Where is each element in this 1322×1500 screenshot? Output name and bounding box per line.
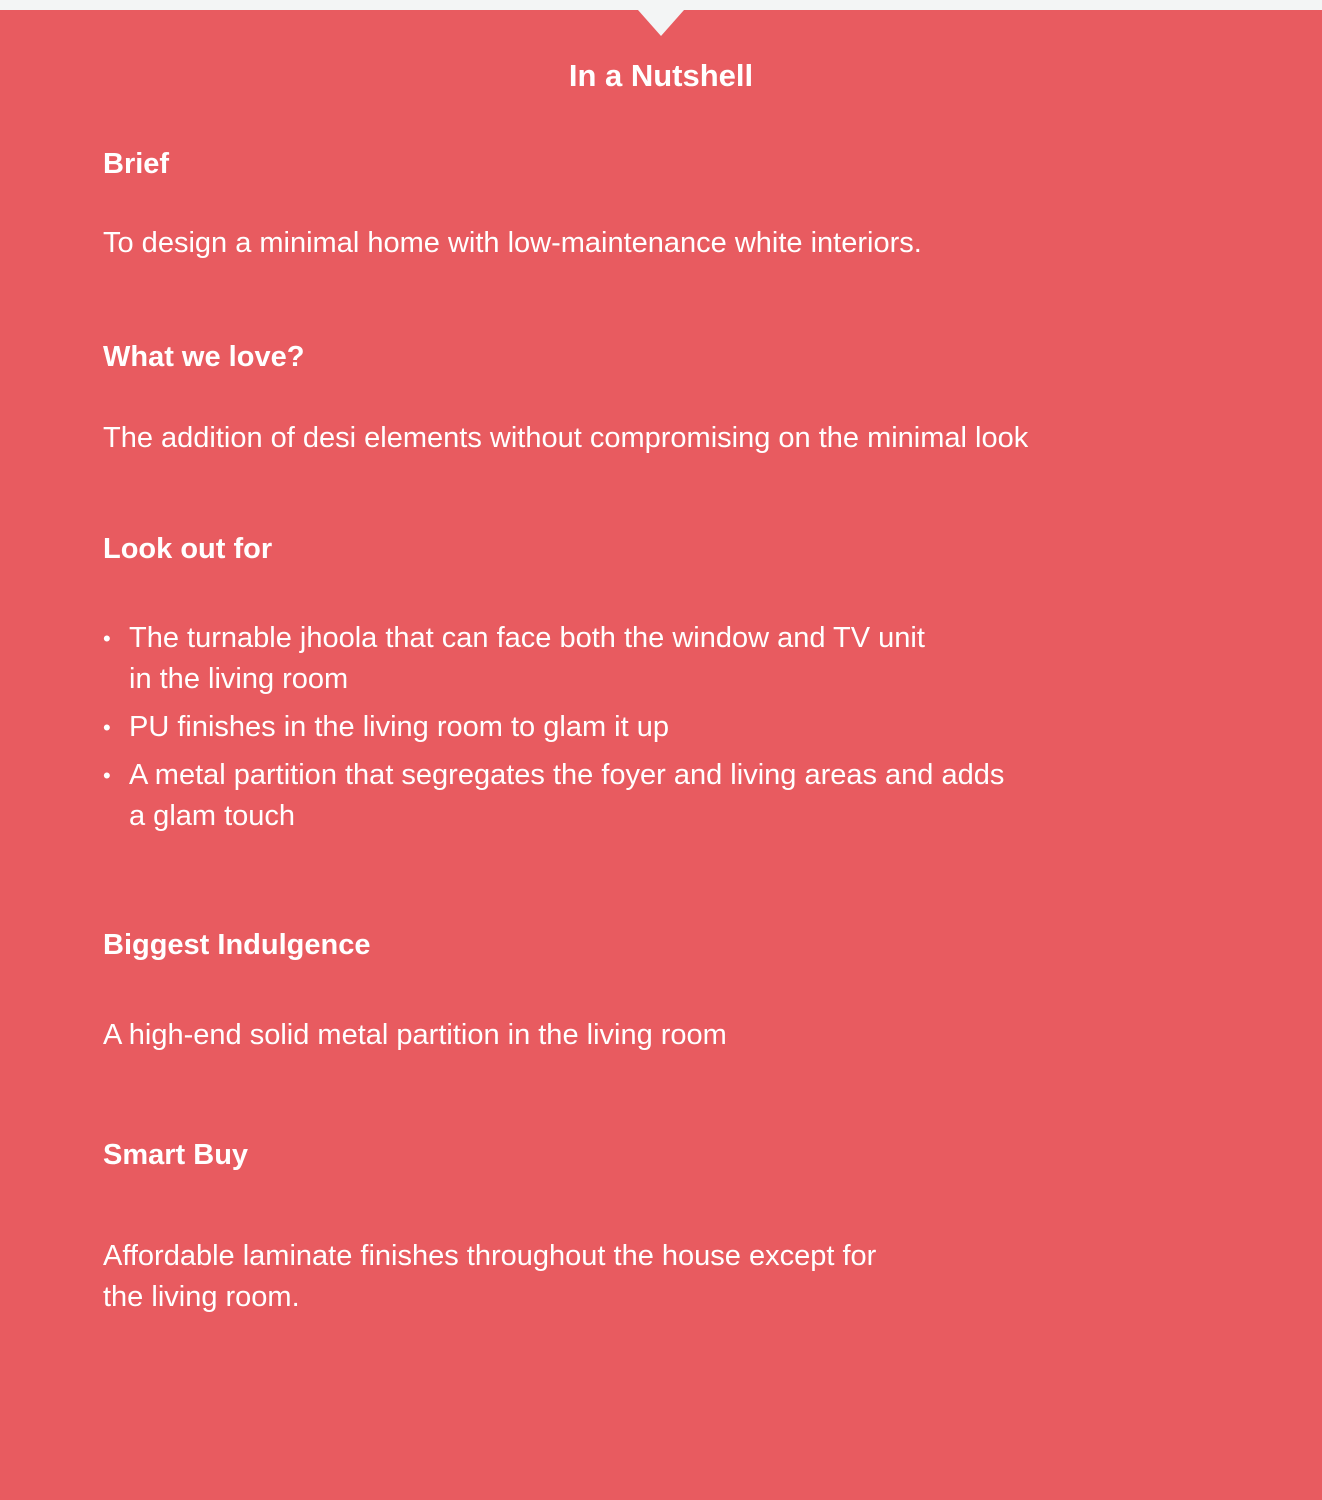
smartbuy-heading: Smart Buy (103, 1139, 249, 1171)
indulgence-heading: Biggest Indulgence (103, 929, 371, 961)
smartbuy-text (103, 1236, 876, 1318)
list-item-line: in the living room (129, 663, 349, 695)
list-item-line: The turnable jhoola that can face both the window and TV unit (129, 622, 925, 654)
bullet-icon: • (103, 763, 111, 788)
list-item (103, 755, 1004, 837)
list-item-line: PU finishes in the living room to glam it up (129, 711, 669, 743)
smartbuy-line: the living room. (103, 1281, 300, 1313)
list-item-line: A metal partition that segregates the foyer and living areas and adds (129, 759, 1005, 791)
panel-title: In a Nutshell (568, 58, 754, 93)
bullet-icon: • (103, 715, 111, 740)
lookout-heading: Look out for (103, 533, 273, 565)
brief-text: To design a minimal home with low-maintenance white interiors. (103, 227, 922, 259)
list-item (103, 707, 1004, 748)
pointer-notch (638, 10, 684, 36)
list-item-line: a glam touch (129, 800, 296, 832)
lookout-list (103, 618, 1004, 844)
bullet-icon: • (103, 626, 111, 651)
love-heading: What we love? (103, 341, 305, 373)
list-item (103, 618, 1004, 700)
brief-heading: Brief (103, 148, 170, 180)
smartbuy-line: Affordable laminate finishes throughout the house except for (103, 1240, 877, 1272)
love-text: The addition of desi elements without compromising on the minimal look (103, 422, 1029, 454)
top-strip (0, 0, 1322, 10)
indulgence-text: A high-end solid metal partition in the living room (103, 1019, 727, 1051)
